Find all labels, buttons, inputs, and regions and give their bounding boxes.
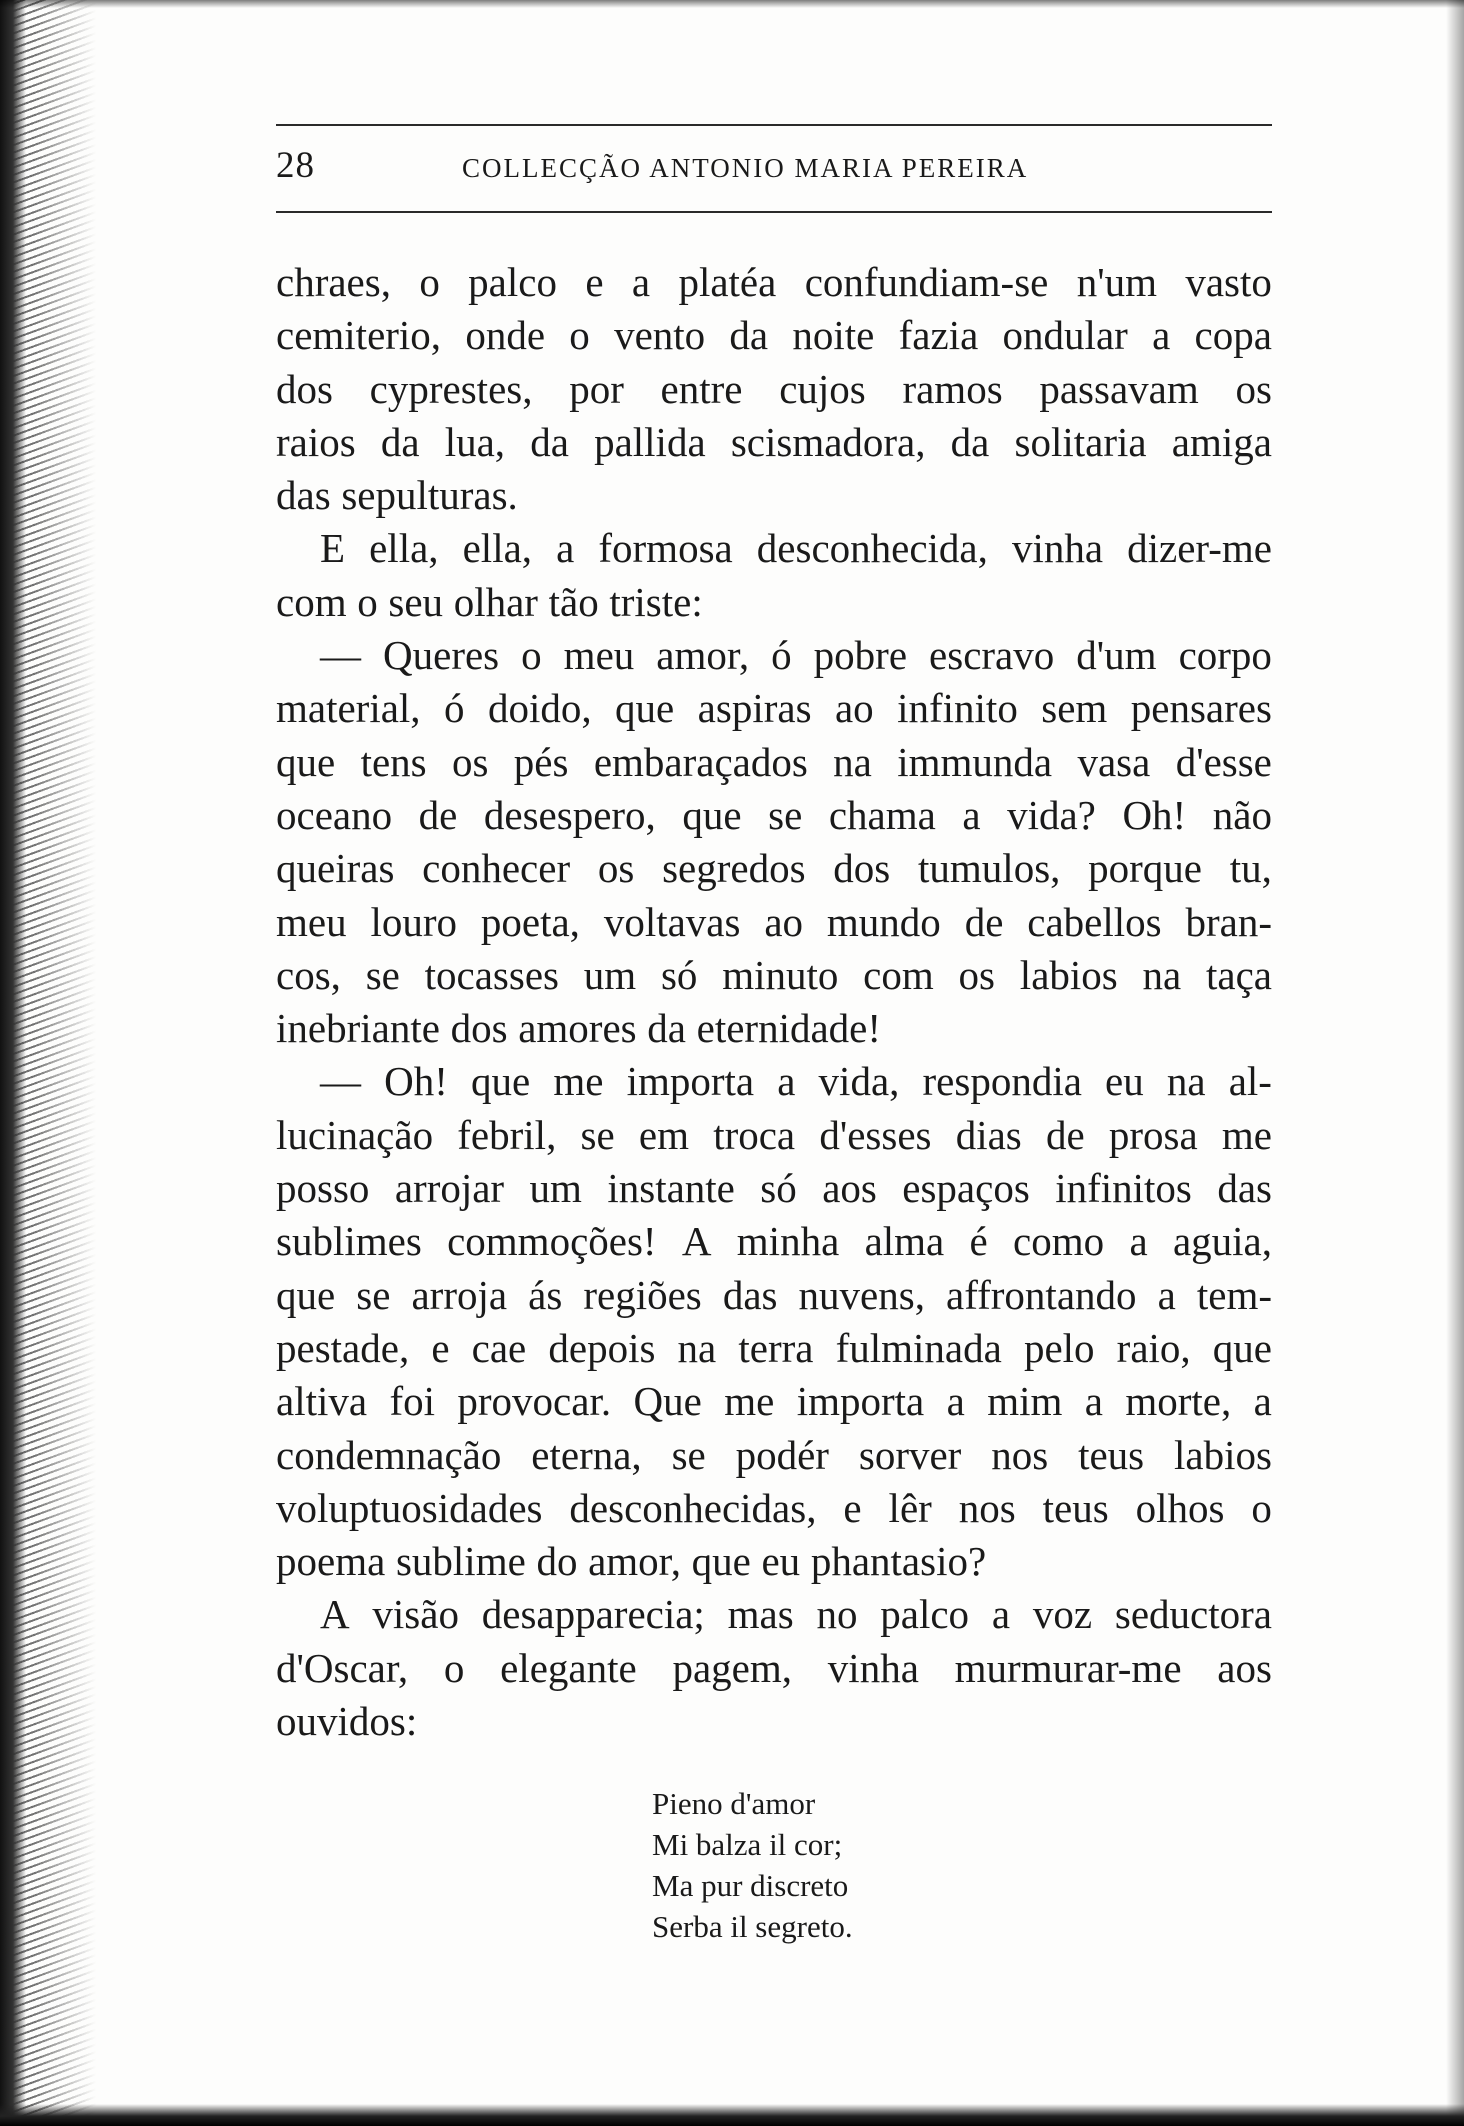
text-line: E ella, ella, a formosa desconhecida, vinha dizer-me <box>320 525 1272 572</box>
right-page-edge <box>1446 0 1464 2126</box>
verse-line: Serba il segreto. <box>652 1909 853 1944</box>
text-line: — Queres o meu amor, ó pobre escravo d'um corpo <box>320 632 1272 679</box>
text-line: com o seu olhar tão triste: <box>276 578 703 625</box>
text-line: — Oh! que me importa a vida, respondia eu na al- <box>320 1058 1272 1105</box>
bottom-scan-band <box>0 2104 1464 2126</box>
verse-line: Ma pur discreto <box>652 1868 849 1903</box>
text-line: d'Oscar, o elegante pagem, vinha murmurar-me aos <box>276 1644 1272 1691</box>
text-line: A visão desapparecia; mas no palco a voz seductora <box>320 1591 1272 1638</box>
header-rule-top <box>276 124 1272 126</box>
top-page-edge <box>0 0 1464 8</box>
italian-verse <box>652 1783 853 1947</box>
text-line: dos cyprestes, por entre cujos ramos passavam os <box>276 365 1272 412</box>
text-line: ouvidos: <box>276 1698 418 1745</box>
text-line: chraes, o palco e a platéa confundiam-se n'um vasto <box>276 259 1272 305</box>
text-line: meu louro poeta, voltavas ao mundo de cabellos bran- <box>276 898 1272 945</box>
text-line: cemiterio, onde o vento da noite fazia ondular a copa <box>276 312 1272 359</box>
binding-gutter <box>0 0 26 2126</box>
verse-line: Pieno d'amor <box>652 1786 816 1821</box>
text-line: lucinação febril, se em troca d'esses dias de prosa me <box>276 1111 1272 1158</box>
text-line: posso arrojar um instante só aos espaços infinitos das <box>276 1165 1272 1212</box>
text-line: inebriante dos amores da eternidade! <box>276 1005 882 1052</box>
running-header-title: COLLECÇÃO ANTONIO MARIA PEREIRA <box>462 153 1029 183</box>
text-line: pestade, e cae depois na terra fulminada pelo raio, que <box>276 1324 1272 1371</box>
text-line: altiva foi provocar. Que me importa a mim a morte, a <box>276 1378 1272 1425</box>
header-rule-bottom <box>276 211 1272 213</box>
text-line: cos, se tocasses um só minuto com os labios na taça <box>276 951 1272 998</box>
text-line: poema sublime do amor, que eu phantasio? <box>276 1538 987 1585</box>
text-line: condemnação eterna, se podér sorver nos teus labios <box>276 1431 1272 1478</box>
verse-line: Mi balza il cor; <box>652 1827 843 1862</box>
body-text <box>276 256 1272 1748</box>
text-line: voluptuosidades desconhecidas, e lêr nos teus olhos o <box>276 1484 1272 1531</box>
text-line: queiras conhecer os segredos dos tumulos, porque tu, <box>276 845 1272 892</box>
text-line: sublimes commoções! A minha alma é como a aguia, <box>276 1218 1272 1265</box>
text-line: oceano de desespero, que se chama a vida? Oh! não <box>276 791 1272 838</box>
text-line: material, ó doido, que aspiras ao infinito sem pensares <box>276 685 1272 732</box>
text-line: das sepulturas. <box>276 472 518 519</box>
page-number: 28 <box>276 145 315 186</box>
text-line: que se arroja ás regiões das nuvens, affrontando a tem- <box>276 1271 1272 1318</box>
text-line: raios da lua, da pallida scismadora, da solitaria amiga <box>276 418 1272 465</box>
text-line: que tens os pés embaraçados na immunda vasa d'esse <box>276 738 1272 785</box>
